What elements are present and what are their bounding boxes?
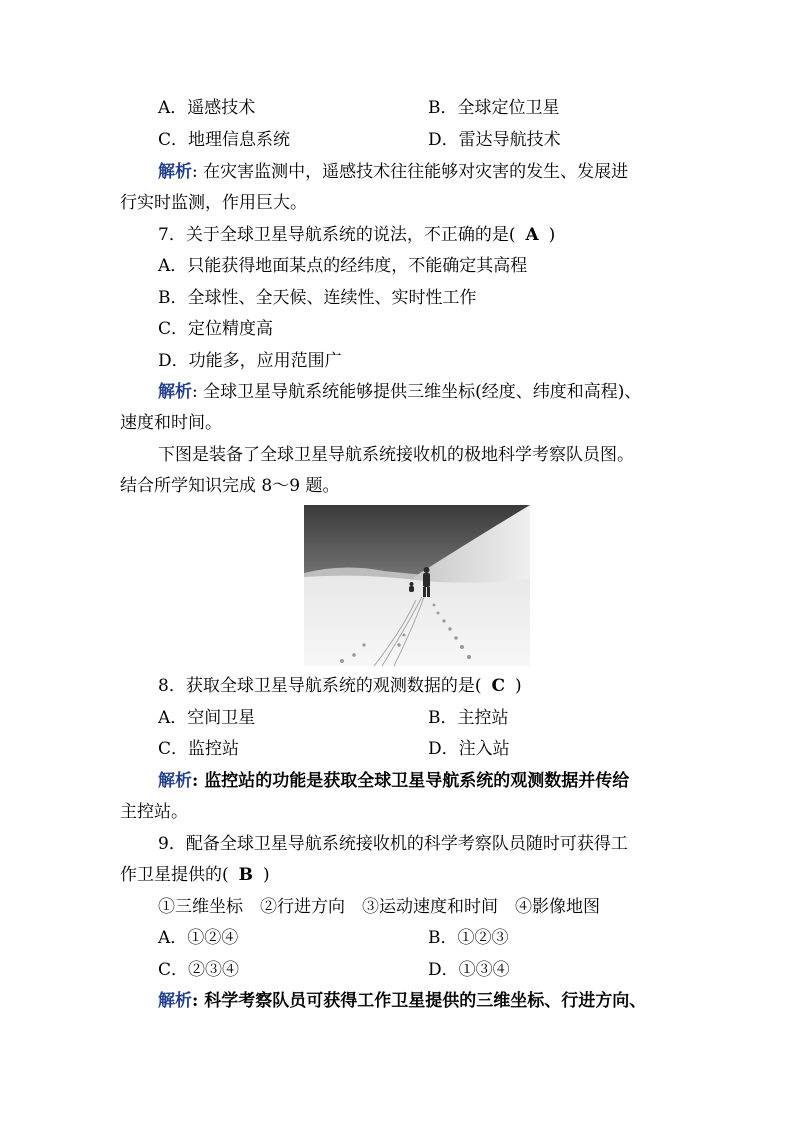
analysis-label: 解析 (158, 991, 192, 1011)
q6-option-c: C．地理信息系统 (158, 130, 291, 150)
analysis-label: 解析 (158, 771, 192, 791)
q8-analysis-cont: 主控站。 (120, 802, 188, 822)
q9-option-a: A．①②④ (158, 928, 239, 948)
analysis-label: 解析 (158, 162, 192, 182)
q7-option-c: C．定位精度高 (158, 319, 274, 339)
q7-option-b: B．全球性、全天候、连续性、实时性工作 (158, 288, 477, 308)
q7-option-a: A．只能获得地面某点的经纬度，不能确定其高程 (158, 256, 528, 276)
q6-analysis-cont: 行实时监测，作用巨大。 (120, 193, 307, 213)
q6-analysis (158, 161, 628, 183)
q8-option-c: C．监控站 (158, 739, 240, 759)
q9-answer: B (238, 865, 254, 885)
q8-analysis-text: : 监控站的功能是获取全球卫星导航系统的观测数据并传给 (192, 771, 630, 791)
polar-expedition-photo (304, 505, 530, 666)
q9-stem (120, 864, 270, 886)
snowfield-image (304, 505, 530, 666)
q9-analysis-text: : 科学考察队员可获得工作卫星提供的三维坐标、行进方向、 (192, 991, 647, 1011)
q9-stem-text: 作卫星提供的( (120, 865, 229, 885)
q9-stem-close: ) (263, 865, 270, 885)
q7-analysis-text: : 全球卫星导航系统能够提供三维坐标(经度、纬度和高程)、 (192, 382, 642, 402)
q9-option-b: B．①②③ (428, 928, 509, 948)
q9-items: ①三维坐标 ②行进方向 ③运动速度和时间 ④影像地图 (158, 897, 600, 917)
intro-line-2: 结合所学知识完成 8～9 题。 (120, 476, 340, 496)
q8-analysis (158, 770, 629, 792)
q7-option-d: D．功能多，应用范围广 (158, 351, 342, 371)
q6-option-a: A．遥感技术 (158, 98, 256, 118)
q7-answer: A (525, 225, 539, 245)
q6-option-b: B．全球定位卫星 (428, 98, 560, 118)
q6-analysis-text: : 在灾害监测中，遥感技术往往能够对灾害的发生、发展进 (192, 162, 629, 182)
q9-option-d: D．①③④ (428, 960, 510, 980)
q7-stem (158, 224, 555, 246)
q9-analysis (158, 990, 646, 1012)
q9-option-c: C．②③④ (158, 960, 240, 980)
analysis-label: 解析 (158, 382, 192, 402)
q8-option-a: A．空间卫星 (158, 708, 256, 728)
q8-answer: C (491, 676, 505, 696)
q8-stem-text: 8．获取全球卫星导航系统的观测数据的是( (158, 676, 482, 696)
q6-option-d: D．雷达导航技术 (428, 130, 561, 150)
q8-stem (158, 675, 522, 697)
intro-line-1: 下图是装备了全球卫星导航系统接收机的极地科学考察队员图。 (158, 445, 634, 465)
q7-stem-text: 7．关于全球卫星导航系统的说法，不正确的是( (158, 225, 516, 245)
q9-stem-line-1: 9．配备全球卫星导航系统接收机的科学考察队员随时可获得工 (158, 834, 628, 854)
q7-stem-close: ) (548, 225, 556, 245)
q8-option-b: B．主控站 (428, 708, 509, 728)
q8-stem-close: ) (514, 676, 522, 696)
q7-analysis-cont: 速度和时间。 (120, 413, 222, 433)
q8-option-d: D．注入站 (428, 739, 510, 759)
q7-analysis (158, 381, 641, 403)
